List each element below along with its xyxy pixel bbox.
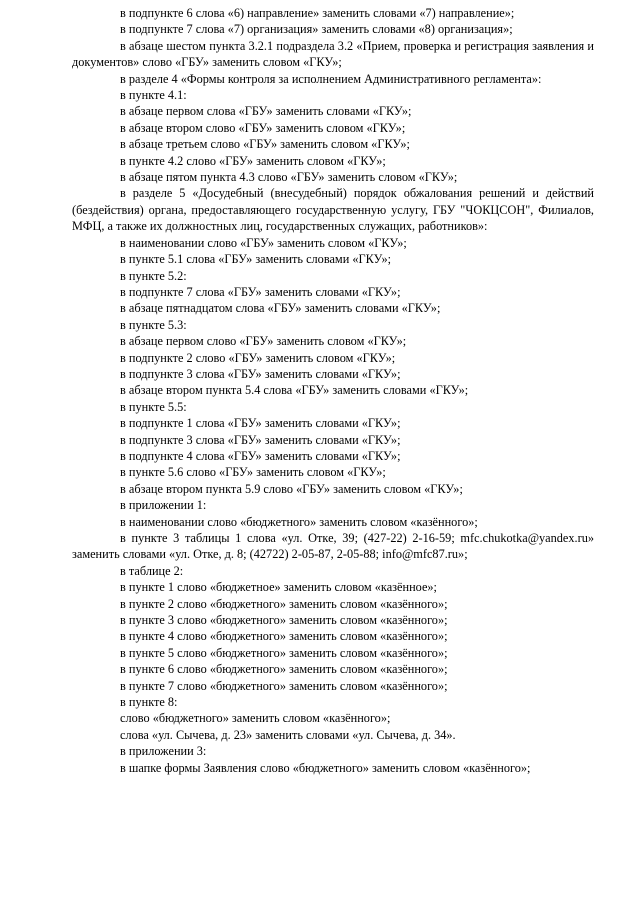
paragraph: в пункте 4.2 слово «ГБУ» заменить словом «ГКУ»;	[120, 153, 386, 168]
paragraph: в пункте 4 слово «бюджетного» заменить словом «казённого»;	[120, 629, 448, 644]
paragraph: в подпункте 6 слова «6) направление» заменить словами «7) направление»;	[120, 6, 515, 20]
paragraph: в пункте 3 таблицы 1 слова «ул. Отке, 39; (427-22) 2-16-59; mfc.chukotka@yandex.ru» заменить словами «ул. Отке, д. 8; (42722) 2-05-87, 2-05-88; info@mfc87.ru»;	[72, 531, 594, 562]
paragraph: в абзаце втором пункта 5.4 слова «ГБУ» заменить словами «ГКУ»;	[120, 383, 469, 398]
paragraph: в абзаце втором пункта 5.9 слово «ГБУ» заменить словом «ГКУ»;	[120, 481, 463, 496]
paragraph: в пункте 2 слово «бюджетного» заменить словом «казённого»;	[120, 596, 448, 611]
paragraph: в приложении 1:	[120, 498, 207, 513]
paragraph: в пункте 5.6 слово «ГБУ» заменить словом «ГКУ»;	[120, 465, 386, 480]
paragraph: в абзаце первом слова «ГБУ» заменить словами «ГКУ»;	[120, 104, 412, 119]
paragraph: в подпункте 7 слова «ГБУ» заменить словами «ГКУ»;	[120, 284, 401, 299]
paragraph: в абзаце пятом пункта 4.3 слово «ГБУ» заменить словом «ГКУ»;	[120, 170, 458, 185]
paragraph: в абзаце третьем слово «ГБУ» заменить словом «ГКУ»;	[120, 137, 410, 152]
paragraph: в пункте 5.5:	[120, 399, 187, 414]
paragraph: в подпункте 4 слова «ГБУ» заменить словами «ГКУ»;	[120, 448, 401, 463]
paragraph: в приложении 3:	[120, 744, 207, 759]
paragraph: в подпункте 7 слова «7) организация» заменить словами «8) организация»;	[120, 22, 513, 37]
paragraph: в абзаце пятнадцатом слова «ГБУ» заменить словами «ГКУ»;	[120, 301, 441, 316]
paragraph: в абзаце первом слово «ГБУ» заменить словом «ГКУ»;	[120, 334, 407, 349]
paragraph: в подпункте 2 слово «ГБУ» заменить словом «ГКУ»;	[120, 350, 396, 365]
paragraph: в абзаце втором слово «ГБУ» заменить словом «ГКУ»;	[120, 120, 406, 135]
paragraph: в пункте 5.1 слова «ГБУ» заменить словами «ГКУ»;	[120, 252, 392, 267]
paragraph: в подпункте 3 слова «ГБУ» заменить словами «ГКУ»;	[120, 432, 401, 447]
paragraph: в пункте 4.1:	[120, 88, 187, 103]
paragraph: в разделе 5 «Досудебный (внесудебный) порядок обжалования решений и действий (бездействия) органа, предоставляющего государственную услугу, ГБУ "ЧОКЦСОН", Филиалов, МФЦ, а также их должностных лиц, государственных служащих, работников»:	[72, 186, 594, 234]
paragraph: в подпункте 3 слова «ГБУ» заменить словами «ГКУ»;	[120, 366, 401, 381]
document-body	[72, 5, 594, 776]
paragraph: в пункте 3 слово «бюджетного» заменить словом «казённого»;	[120, 613, 448, 628]
paragraph: в абзаце шестом пункта 3.2.1 подраздела 3.2 «Прием, проверка и регистрация заявления и документов» слово «ГБУ» заменить словом «ГКУ»;	[72, 38, 594, 70]
paragraph: слова «ул. Сычева, д. 23» заменить словами «ул. Сычева, д. 34».	[120, 727, 456, 742]
paragraph: в пункте 1 слово «бюджетное» заменить словом «казённое»;	[120, 580, 437, 595]
paragraph: в таблице 2:	[120, 563, 184, 578]
paragraph: в наименовании слово «бюджетного» заменить словом «казённого»;	[120, 514, 478, 529]
paragraph: в шапке формы Заявления слово «бюджетного» заменить словом «казённого»;	[120, 760, 531, 775]
paragraph: в пункте 7 слово «бюджетного» заменить словом «казённого»;	[120, 678, 448, 693]
paragraph: в пункте 8:	[120, 695, 178, 710]
paragraph: в пункте 5.2:	[120, 268, 187, 283]
paragraph: в пункте 6 слово «бюджетного» заменить словом «казённого»;	[120, 662, 448, 677]
paragraph: в наименовании слово «ГБУ» заменить словом «ГКУ»;	[120, 235, 407, 250]
paragraph: в пункте 5 слово «бюджетного» заменить словом «казённого»;	[120, 645, 448, 660]
paragraph: в подпункте 1 слова «ГБУ» заменить словами «ГКУ»;	[120, 416, 401, 431]
paragraph: в разделе 4 «Формы контроля за исполнением Административного регламента»:	[120, 71, 542, 86]
paragraph: в пункте 5.3:	[120, 317, 187, 332]
paragraph: слово «бюджетного» заменить словом «казённого»;	[120, 711, 391, 726]
